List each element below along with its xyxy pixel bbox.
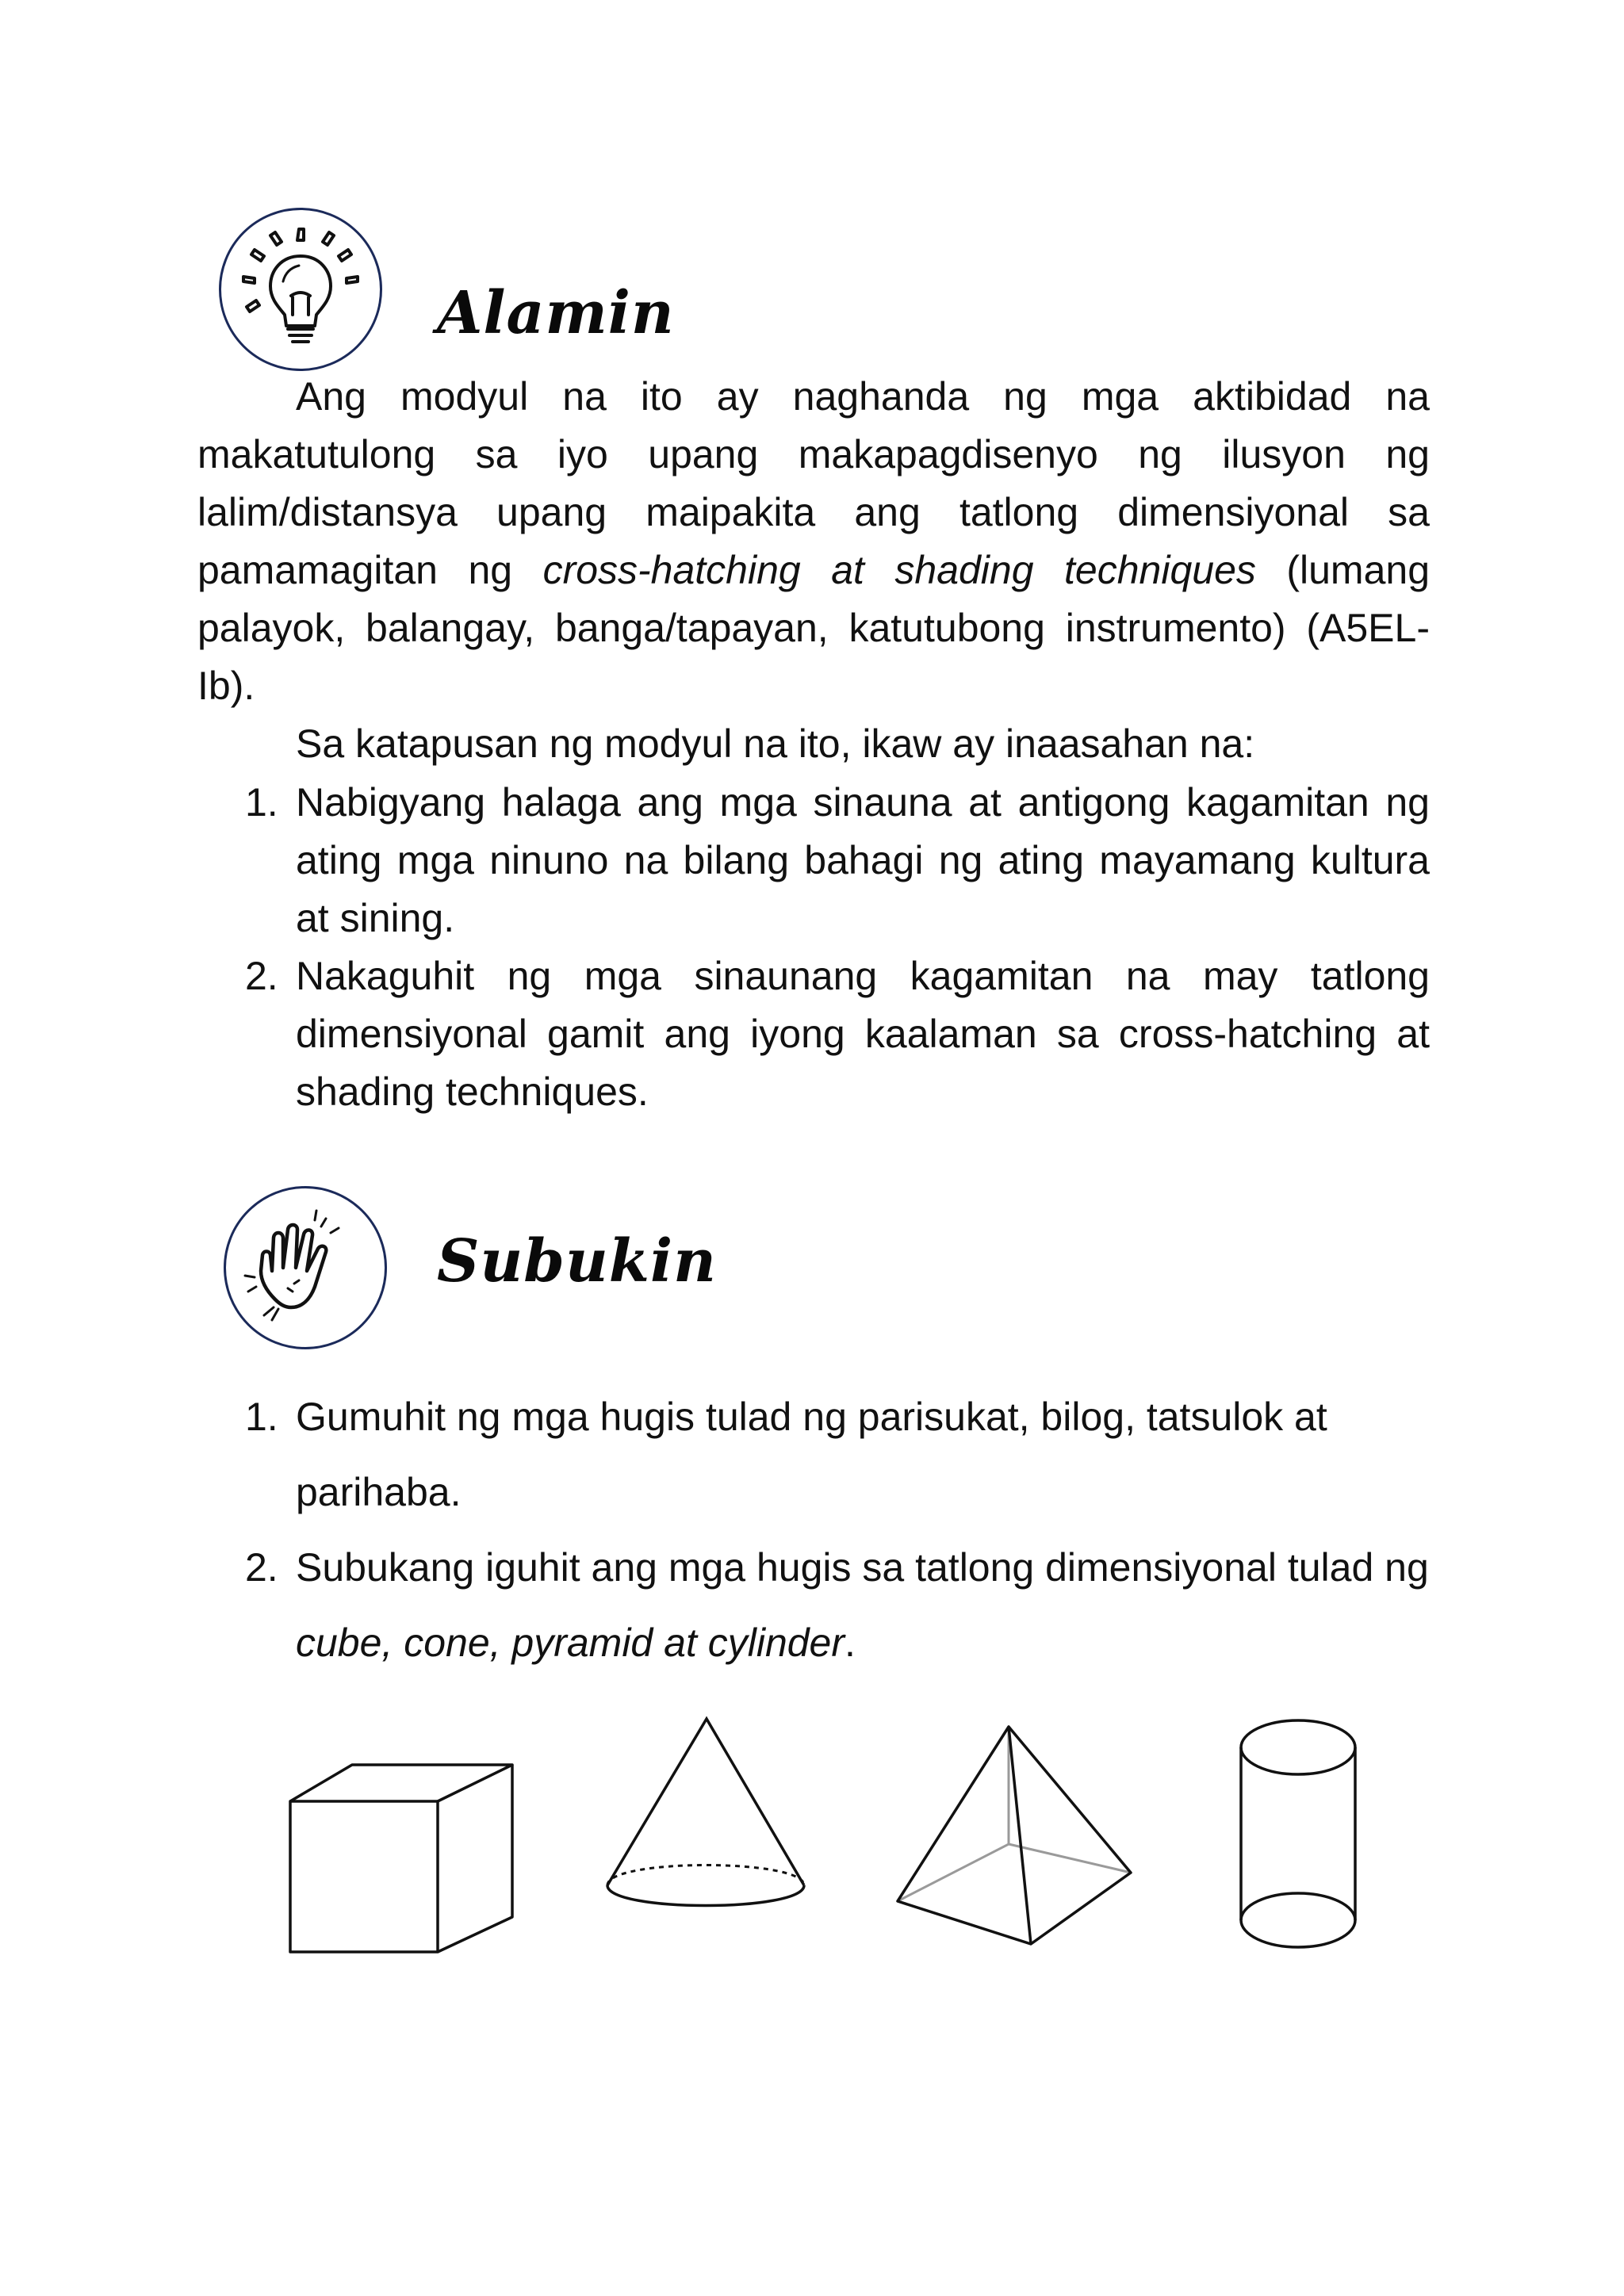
para1-italic: cross-hatching at shading techniques	[542, 548, 1256, 592]
list-item	[197, 947, 1430, 1121]
list-number: 1.	[245, 1395, 278, 1439]
pyramid-drawing	[894, 1720, 1139, 1950]
list-number: 2.	[245, 1545, 278, 1590]
subukin-badge	[224, 1186, 387, 1349]
cube-drawing	[285, 1760, 523, 1958]
list-item-text: Gumuhit ng mga hugis tulad ng parisukat, bilog, tatsulok at parihaba.	[296, 1395, 1327, 1514]
objectives-list	[197, 774, 1430, 1121]
para1-start: Ang modyul na ito ay naghanda ng mga aktibidad na makatutulong sa iyo upang makapagdisenyo ng ilusyon ng lalim/distansya upang maipakita ang tatlong dimensiyonal sa pamamagitan ng	[197, 374, 1430, 592]
subukin-title: Subukin	[437, 1227, 717, 1295]
alamin-title: Alamin	[437, 279, 675, 347]
list-number: 2.	[245, 954, 278, 998]
item2-italic: cube, cone, pyramid at cylinder	[296, 1621, 845, 1665]
cylinder-drawing	[1235, 1716, 1361, 1954]
list-item	[197, 1530, 1430, 1681]
subukin-list	[197, 1380, 1430, 1681]
para1-end: (lumang palayok, balangay, banga/tapayan, katutubong instrumento) (A5EL-Ib).	[197, 548, 1431, 708]
list-number: 1.	[245, 780, 278, 825]
lightbulb-icon	[221, 210, 380, 369]
list-item-text: Nakaguhit ng mga sinaunang kagamitan na may tatlong dimensiyonal gamit ang iyong kaalaman sa cross-hatching at shading techniques.	[296, 954, 1430, 1114]
alamin-paragraph-2: Sa katapusan ng modyul na ito, ikaw ay inaasahan na:	[296, 721, 1255, 766]
alamin-intro	[197, 368, 1430, 773]
list-item	[197, 774, 1430, 947]
alamin-badge	[219, 208, 382, 371]
item2-end: .	[845, 1621, 856, 1665]
alamin-paragraph-1	[197, 368, 1430, 715]
cone-drawing	[603, 1712, 809, 1934]
list-item-text: Nabigyang halaga ang mga sinauna at antigong kagamitan ng ating mga ninuno na bilang bahagi ng ating mayamang kultura at sining.	[296, 780, 1430, 940]
list-item	[197, 1380, 1430, 1530]
hand-icon	[226, 1188, 385, 1347]
item2-start: Subukang iguhit ang mga hugis sa tatlong dimensiyonal tulad ng	[296, 1545, 1429, 1590]
